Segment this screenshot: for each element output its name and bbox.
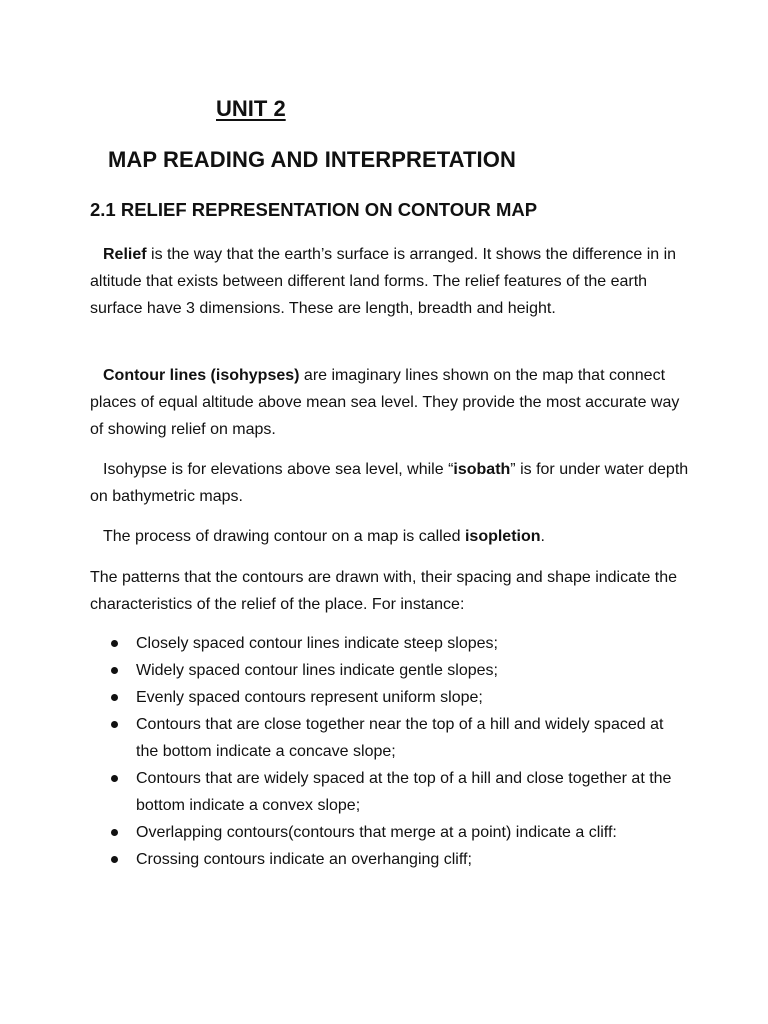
list-item	[108, 657, 688, 684]
paragraph-isohypse-text-b: ” is for under water depth on bathymetric maps.	[90, 461, 689, 505]
bullet-dot-icon	[111, 694, 118, 701]
list-item	[108, 630, 688, 657]
bullet-dot-icon	[111, 775, 118, 782]
list-item	[108, 711, 688, 765]
list-item-text: Closely spaced contour lines indicate steep slopes;	[136, 635, 498, 652]
bullet-dot-icon	[111, 829, 118, 836]
list-item-text: Contours that are close together near the top of a hill and widely spaced at the bottom indicate a concave slope;	[136, 716, 664, 760]
list-item	[108, 765, 688, 819]
list-item-text: Widely spaced contour lines indicate gentle slopes;	[136, 662, 498, 679]
paragraph-patterns: The patterns that the contours are drawn with, their spacing and shape indicate the characteristics of the relief of the place. For instance:	[90, 569, 678, 613]
list-item-text: Crossing contours indicate an overhanging cliff;	[136, 851, 472, 868]
bullet-list	[108, 630, 688, 873]
paragraph-isopletion	[90, 523, 690, 550]
list-item	[108, 846, 688, 873]
section-title: 2.1 RELIEF REPRESENTATION ON CONTOUR MAP	[90, 199, 538, 220]
bullet-dot-icon	[111, 667, 118, 674]
paragraph-relief-text: is the way that the earth’s surface is arranged. It shows the difference in in altitude that exists between different land forms. The relief features of the earth surface have 3 dimensions. These are length, breadth and height.	[90, 246, 677, 317]
paragraph-isopletion-text: The process of drawing contour on a map is called	[103, 528, 465, 545]
list-item-text: Overlapping contours(contours that merge at a point) indicate a cliff:	[136, 824, 617, 841]
term-contour-lines: Contour lines (isohypses)	[103, 367, 300, 384]
bullet-dot-icon	[111, 721, 118, 728]
term-relief: Relief	[103, 246, 147, 263]
paragraph-relief	[90, 241, 690, 322]
paragraph-isohypse	[90, 456, 690, 510]
list-item	[108, 684, 688, 711]
paragraph-contour-lines	[90, 362, 690, 443]
list-item-text: Contours that are widely spaced at the top of a hill and close together at the bottom indicate a convex slope;	[136, 770, 672, 814]
bullet-dot-icon	[111, 856, 118, 863]
paragraph-contour-lines-text: are imaginary lines shown on the map that connect places of equal altitude above mean sea level. They provide the most accurate way of showing relief on maps.	[90, 367, 680, 438]
term-isopletion: isopletion	[464, 528, 541, 545]
main-title: MAP READING AND INTERPRETATION	[108, 147, 516, 172]
list-item-text: Evenly spaced contours represent uniform slope;	[136, 689, 483, 706]
paragraph-isopletion-end: .	[540, 528, 545, 545]
term-isobath: isobath	[453, 461, 511, 478]
bullet-dot-icon	[111, 640, 118, 647]
list-item	[108, 819, 688, 846]
paragraph-isohypse-text-a: Isohypse is for elevations above sea level, while “	[103, 461, 454, 478]
unit-title: UNIT 2	[216, 96, 286, 121]
